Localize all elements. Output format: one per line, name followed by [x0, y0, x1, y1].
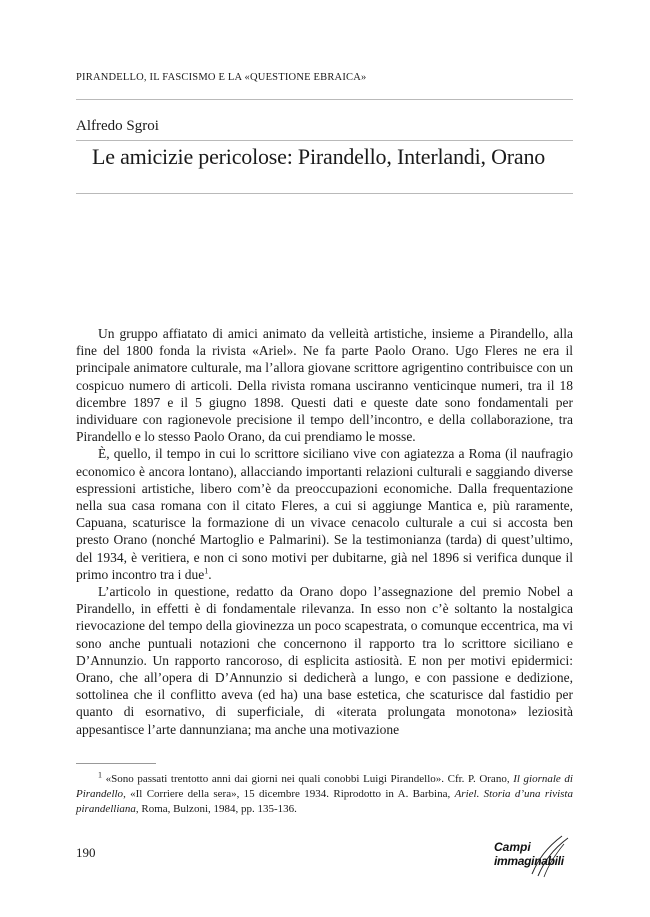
paragraph-1: Un gruppo affiatato di amici animato da velleità artistiche, insieme a Pirandello, alla fine del 1800 fonda la rivista «Ariel». Ne fa parte Paolo Orano. Ugo Fleres ne era il principale animatore culturale, ma l’allora giovane scrittore agrigentino contribuisce con un cospicuo numero di articoli. Della rivista romana usciranno venticinque numeri, tra il 18 dicembre 1897 e il 5 giugno 1898. Questi dati e queste date sono fondamentali per individuare con ragionevole precisione il tempo dell’incontro, e della collaborazione, tra Pirandello e lo stesso Paolo Orano, da cui prendiamo le mosse. [76, 326, 573, 445]
footnote-text-b: , «Il Corriere della sera», 15 dicembre 1934. Riprodotto in A. Barbina, [123, 788, 455, 800]
logo-line-2: immaginabili [494, 854, 564, 868]
page-number: 190 [76, 845, 96, 860]
publisher-logo [492, 830, 582, 880]
footnote [76, 772, 573, 817]
running-head: PIRANDELLO, IL FASCISMO E LA «QUESTIONE EBRAICA» [76, 72, 367, 83]
footnote-text-a: «Sono passati trentotto anni dai giorni nei quali conobbi Luigi Pirandello». Cfr. P. Orano, [102, 773, 514, 785]
footnote-title-b: Ariel. Storia d’una rivista pirandelliana [76, 788, 573, 815]
footnote-title-a: Il giornale di Pirandello [76, 773, 573, 800]
paragraph-3: L’articolo in questione, redatto da Orano dopo l’assegnazione del premio Nobel a Pirandello, in effetti è di fondamentale rilevanza. In esso non c’è soltanto la nostalgica rievocazione del tempo della giovinezza un poco scapestrata, o comunque eccentrica, ma vi sono anche puntuali notazioni che concernono il rapporto tra lo scrittore siciliano e D’Annunzio. Un rapporto rancoroso, di esplicita astiosità. E non per motivi epidermici: Orano, che all’opera di D’Annunzio si dedicherà a lungo, e con passione e dedizione, sottolinea che il conflitto aveva (ed ha) una base estetica, che scaturisce dal fastidio per quanto di esornativo, di superficiale, di «iterata prolungata monotona» leziosità appesantisce l’arte dannunziana; ma anche una motivazione [76, 584, 573, 737]
footnote-ref[interactable]: 1 [204, 566, 209, 576]
footnote-divider [76, 763, 156, 764]
footnote-number: 1 [98, 770, 102, 780]
paragraph-2-text: È, quello, il tempo in cui lo scrittore siciliano vive con agiatezza a Roma (il naufragio economico è ancora lontano), allacciando importanti relazioni culturali e saggiando diverse espressioni artistiche, libero com’è da preoccupazioni economiche. Dalla frequentazione nella sua casa romana con il citato Fleres, a cui si aggiunge Mantica e, più raramente, Capuana, scaturisce la formazione di un vivace cenacolo culturale a cui si accosta ben presto Orano (nonché Martoglio e Palmarini). Se la testimonianza (tarda) di quest’ultimo, del 1934, è veritiera, e non ci sono motivi per dubitarne, già nel 1896 si verifica dunque il primo incontro tra i due [76, 446, 573, 582]
title-divider [76, 193, 573, 194]
author-name: Alfredo Sgroi [76, 118, 159, 134]
article-title: Le amicizie pericolose: Pirandello, Interlandi, Orano [92, 144, 546, 169]
paragraph-2 [76, 445, 573, 583]
author-divider [76, 140, 573, 141]
logo-line-1: Campi [494, 840, 531, 854]
body-text [76, 325, 573, 738]
footnote-text-c: , Roma, Bulzoni, 1984, pp. 135-136. [135, 803, 297, 815]
header-divider [76, 99, 573, 100]
paragraph-2-end: . [208, 566, 212, 582]
